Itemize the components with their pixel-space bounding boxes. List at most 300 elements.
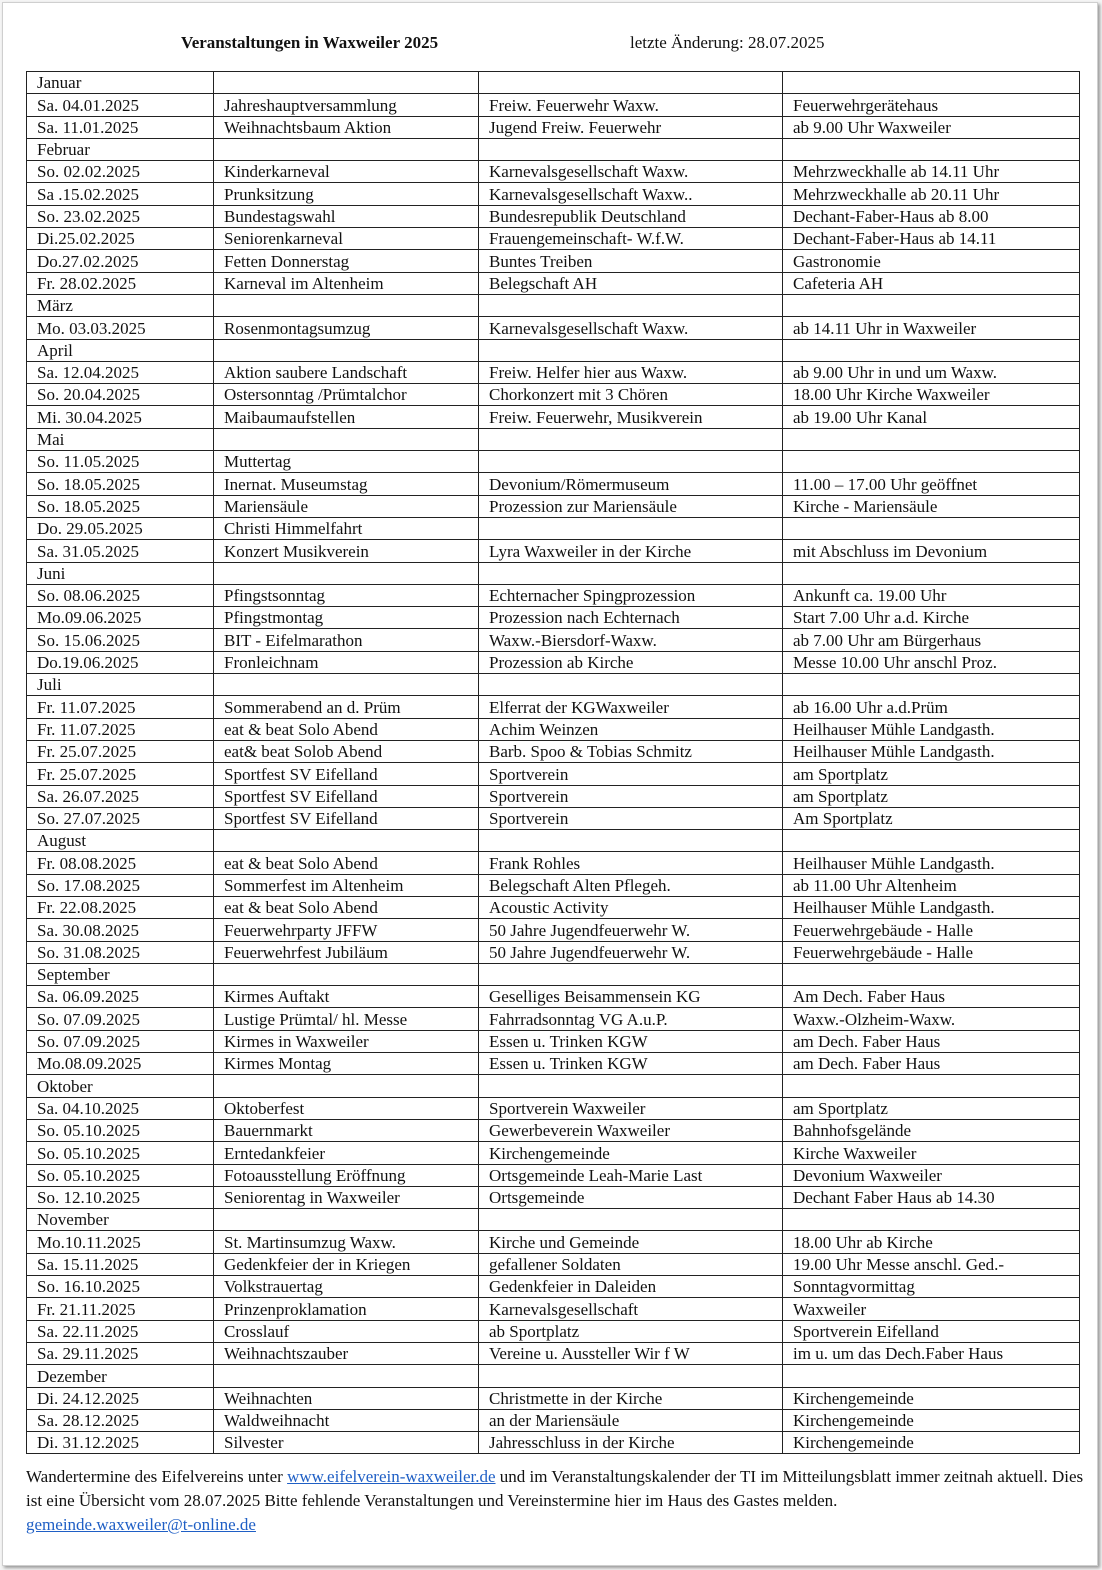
location-cell: 18.00 Uhr ab Kirche (783, 1231, 1080, 1253)
event-cell: St. Martinsumzug Waxw. (214, 1231, 479, 1253)
date-cell: Sa. 11.01.2025 (27, 116, 214, 138)
date-cell: Sa. 22.11.2025 (27, 1320, 214, 1342)
event-cell: Feuerwehrparty JFFW (214, 919, 479, 941)
organizer-cell: Echternacher Spingprozession (479, 584, 783, 606)
event-cell: Rosenmontagsumzug (214, 317, 479, 339)
event-row (27, 473, 1080, 495)
date-cell: So. 08.06.2025 (27, 584, 214, 606)
location-cell: am Sportplatz (783, 763, 1080, 785)
event-row (27, 874, 1080, 896)
date-cell: So. 07.09.2025 (27, 1030, 214, 1052)
event-row (27, 361, 1080, 383)
location-cell: ab 9.00 Uhr Waxweiler (783, 116, 1080, 138)
location-cell: 11.00 – 17.00 Uhr geöffnet (783, 473, 1080, 495)
month-label: September (27, 963, 214, 985)
organizer-cell: Sportverein (479, 763, 783, 785)
event-cell: eat & beat Solo Abend (214, 718, 479, 740)
location-cell (783, 451, 1080, 473)
month-label: Februar (27, 138, 214, 160)
organizer-cell: Devonium/Römermuseum (479, 473, 783, 495)
date-cell: So. 31.08.2025 (27, 941, 214, 963)
date-cell: Di. 24.12.2025 (27, 1387, 214, 1409)
month-row (27, 1075, 1080, 1097)
event-cell (214, 1075, 479, 1097)
organizer-cell (479, 294, 783, 316)
organizer-cell: Karnevalsgesellschaft Waxw. (479, 317, 783, 339)
location-cell: ab 11.00 Uhr Altenheim (783, 874, 1080, 896)
event-row (27, 540, 1080, 562)
organizer-cell: Bundesrepublik Deutschland (479, 205, 783, 227)
organizer-cell (479, 1209, 783, 1231)
date-cell: Fr. 08.08.2025 (27, 852, 214, 874)
location-cell: 18.00 Uhr Kirche Waxweiler (783, 384, 1080, 406)
event-cell: Fotoausstellung Eröffnung (214, 1164, 479, 1186)
event-row (27, 1164, 1080, 1186)
event-cell: Bundestagswahl (214, 205, 479, 227)
organizer-cell (479, 517, 783, 539)
event-cell: Kirmes Montag (214, 1053, 479, 1075)
date-cell: Fr. 21.11.2025 (27, 1298, 214, 1320)
date-cell: Sa. 04.01.2025 (27, 94, 214, 116)
date-cell: So. 11.05.2025 (27, 451, 214, 473)
event-cell: Oktoberfest (214, 1097, 479, 1119)
event-row (27, 183, 1080, 205)
event-row (27, 205, 1080, 227)
event-cell: Inernat. Museumstag (214, 473, 479, 495)
date-cell: Mo.08.09.2025 (27, 1053, 214, 1075)
event-cell: Lustige Prümtal/ hl. Messe (214, 1008, 479, 1030)
event-cell: Sportfest SV Eifelland (214, 785, 479, 807)
date-cell: So. 18.05.2025 (27, 495, 214, 517)
event-row (27, 161, 1080, 183)
date-cell: So. 05.10.2025 (27, 1164, 214, 1186)
organizer-cell: Prozession zur Mariensäule (479, 495, 783, 517)
organizer-cell: Freiw. Feuerwehr, Musikverein (479, 406, 783, 428)
event-cell: Weihnachtsbaum Aktion (214, 116, 479, 138)
location-cell: Am Dech. Faber Haus (783, 986, 1080, 1008)
event-row (27, 1432, 1080, 1454)
month-row (27, 428, 1080, 450)
location-cell: Sportverein Eifelland (783, 1320, 1080, 1342)
location-cell (783, 1209, 1080, 1231)
date-cell: Sa .15.02.2025 (27, 183, 214, 205)
date-cell: Sa. 31.05.2025 (27, 540, 214, 562)
location-cell (783, 517, 1080, 539)
event-cell (214, 1209, 479, 1231)
month-row (27, 1209, 1080, 1231)
email-link[interactable]: gemeinde.waxweiler@t-online.de (26, 1515, 256, 1534)
organizer-cell: 50 Jahre Jugendfeuerwehr W. (479, 919, 783, 941)
events-table (26, 71, 1080, 1454)
event-cell: Fetten Donnerstag (214, 250, 479, 272)
event-row (27, 228, 1080, 250)
event-row (27, 696, 1080, 718)
event-cell: Karneval im Altenheim (214, 272, 479, 294)
event-row (27, 1231, 1080, 1253)
event-row (27, 986, 1080, 1008)
organizer-cell (479, 1365, 783, 1387)
location-cell (783, 562, 1080, 584)
event-row (27, 807, 1080, 829)
event-cell: Muttertag (214, 451, 479, 473)
event-cell: Seniorenkarneval (214, 228, 479, 250)
event-row (27, 250, 1080, 272)
location-cell: mit Abschluss im Devonium (783, 540, 1080, 562)
event-row (27, 896, 1080, 918)
event-row (27, 1253, 1080, 1275)
date-cell: So. 17.08.2025 (27, 874, 214, 896)
event-cell: Weihnachten (214, 1387, 479, 1409)
location-cell: am Dech. Faber Haus (783, 1053, 1080, 1075)
organizer-cell: Gewerbeverein Waxweiler (479, 1119, 783, 1141)
organizer-cell: Ortsgemeinde (479, 1186, 783, 1208)
date-cell: Fr. 25.07.2025 (27, 763, 214, 785)
date-cell: Sa. 04.10.2025 (27, 1097, 214, 1119)
event-cell (214, 294, 479, 316)
page-title: Veranstaltungen in Waxweiler 2025 (181, 33, 439, 52)
event-cell: Kirmes in Waxweiler (214, 1030, 479, 1052)
organizer-cell: Kirchengemeinde (479, 1142, 783, 1164)
location-cell (783, 1075, 1080, 1097)
location-cell: Devonium Waxweiler (783, 1164, 1080, 1186)
organizer-cell (479, 428, 783, 450)
event-cell: Ostersonntag /Prümtalchor (214, 384, 479, 406)
organizer-cell: Frauengemeinschaft- W.f.W. (479, 228, 783, 250)
event-cell (214, 72, 479, 94)
organizer-cell: Waxw.-Biersdorf-Waxw. (479, 629, 783, 651)
date-cell: So. 12.10.2025 (27, 1186, 214, 1208)
date-cell: Fr. 22.08.2025 (27, 896, 214, 918)
organizer-cell: Frank Rohles (479, 852, 783, 874)
location-cell: Kirche Waxweiler (783, 1142, 1080, 1164)
month-row (27, 674, 1080, 696)
location-cell: Feuerwehrgebäude - Halle (783, 919, 1080, 941)
organizer-cell: Freiw. Helfer hier aus Waxw. (479, 361, 783, 383)
event-cell: Aktion saubere Landschaft (214, 361, 479, 383)
date-cell: So. 05.10.2025 (27, 1142, 214, 1164)
event-row (27, 1409, 1080, 1431)
date-cell: Sa. 06.09.2025 (27, 986, 214, 1008)
event-row (27, 406, 1080, 428)
date-cell: Fr. 11.07.2025 (27, 696, 214, 718)
month-row (27, 294, 1080, 316)
date-cell: Fr. 25.07.2025 (27, 740, 214, 762)
event-row (27, 763, 1080, 785)
organizer-cell: Fahrradsonntag VG A.u.P. (479, 1008, 783, 1030)
organizer-cell: Karnevalsgesellschaft (479, 1298, 783, 1320)
location-cell: Kirchengemeinde (783, 1432, 1080, 1454)
organizer-cell: Sportverein Waxweiler (479, 1097, 783, 1119)
event-cell (214, 1365, 479, 1387)
organizer-cell: Gedenkfeier in Daleiden (479, 1276, 783, 1298)
event-cell: Pfingstsonntag (214, 584, 479, 606)
location-cell: Cafeteria AH (783, 272, 1080, 294)
date-cell: Fr. 11.07.2025 (27, 718, 214, 740)
event-row (27, 384, 1080, 406)
date-cell: Sa. 15.11.2025 (27, 1253, 214, 1275)
event-cell: Prunksitzung (214, 183, 479, 205)
event-cell: Sportfest SV Eifelland (214, 807, 479, 829)
event-cell: Gedenkfeier der in Kriegen (214, 1253, 479, 1275)
month-row (27, 963, 1080, 985)
month-label: August (27, 830, 214, 852)
organizer-cell: Prozession nach Echternach (479, 607, 783, 629)
event-cell: Crosslauf (214, 1320, 479, 1342)
location-cell: ab 16.00 Uhr a.d.Prüm (783, 696, 1080, 718)
organizer-cell: Geselliges Beisammensein KG (479, 986, 783, 1008)
document-page (2, 2, 1098, 1566)
date-cell: Sa. 28.12.2025 (27, 1409, 214, 1431)
event-row (27, 1142, 1080, 1164)
organizer-cell: ab Sportplatz (479, 1320, 783, 1342)
organizer-cell (479, 674, 783, 696)
month-row (27, 72, 1080, 94)
event-cell: Sommerfest im Altenheim (214, 874, 479, 896)
event-row (27, 785, 1080, 807)
event-row (27, 740, 1080, 762)
event-cell (214, 963, 479, 985)
month-label: Oktober (27, 1075, 214, 1097)
month-row (27, 830, 1080, 852)
event-cell (214, 428, 479, 450)
location-cell: Kirchengemeinde (783, 1409, 1080, 1431)
organizer-cell: Buntes Treiben (479, 250, 783, 272)
organizer-cell: gefallener Soldaten (479, 1253, 783, 1275)
event-cell: Volkstrauertag (214, 1276, 479, 1298)
event-cell: Kirmes Auftakt (214, 986, 479, 1008)
event-row (27, 94, 1080, 116)
date-cell: Fr. 28.02.2025 (27, 272, 214, 294)
month-label: April (27, 339, 214, 361)
organizer-cell: Ortsgemeinde Leah-Marie Last (479, 1164, 783, 1186)
month-label: Juli (27, 674, 214, 696)
event-cell: eat& beat Solob Abend (214, 740, 479, 762)
event-cell: Bauernmarkt (214, 1119, 479, 1141)
month-row (27, 562, 1080, 584)
event-row (27, 607, 1080, 629)
event-row (27, 1008, 1080, 1030)
location-cell: Kirchengemeinde (783, 1387, 1080, 1409)
event-row (27, 1119, 1080, 1141)
date-cell: So. 02.02.2025 (27, 161, 214, 183)
organizer-cell: Jugend Freiw. Feuerwehr (479, 116, 783, 138)
location-cell (783, 294, 1080, 316)
organizer-cell: an der Mariensäule (479, 1409, 783, 1431)
organizer-cell: 50 Jahre Jugendfeuerwehr W. (479, 941, 783, 963)
event-row (27, 272, 1080, 294)
event-cell (214, 562, 479, 584)
date-cell: Sa. 29.11.2025 (27, 1342, 214, 1364)
month-label: März (27, 294, 214, 316)
date-cell: So. 05.10.2025 (27, 1119, 214, 1141)
event-cell: Konzert Musikverein (214, 540, 479, 562)
location-cell: ab 7.00 Uhr am Bürgerhaus (783, 629, 1080, 651)
organizer-cell: Karnevalsgesellschaft Waxw. (479, 161, 783, 183)
month-row (27, 1365, 1080, 1387)
organizer-cell: Kirche und Gemeinde (479, 1231, 783, 1253)
location-cell (783, 339, 1080, 361)
organizer-cell: Elferrat der KGWaxweiler (479, 696, 783, 718)
footer-text-end: und im Veranstaltungskalender der TI im Mitteilungsblatt immer zeitnah aktuell. Dies ist eine Übersicht vom 28.07.2025 Bitte fehlende Veranstaltungen und Vereinstermine hier im Haus des Gastes melden. (26, 1467, 1084, 1510)
organizer-cell (479, 339, 783, 361)
event-row (27, 651, 1080, 673)
month-label: Mai (27, 428, 214, 450)
date-cell: So. 15.06.2025 (27, 629, 214, 651)
organizer-cell (479, 138, 783, 160)
date-cell: Do.27.02.2025 (27, 250, 214, 272)
event-cell (214, 138, 479, 160)
location-cell: ab 9.00 Uhr in und um Waxw. (783, 361, 1080, 383)
organizer-cell: Karnevalsgesellschaft Waxw.. (479, 183, 783, 205)
organizer-cell: Freiw. Feuerwehr Waxw. (479, 94, 783, 116)
location-cell (783, 138, 1080, 160)
location-cell: Mehrzweckhalle ab 14.11 Uhr (783, 161, 1080, 183)
location-cell: Heilhauser Mühle Landgasth. (783, 896, 1080, 918)
month-row (27, 339, 1080, 361)
event-cell: Pfingstmontag (214, 607, 479, 629)
organizer-cell (479, 1075, 783, 1097)
event-cell (214, 339, 479, 361)
event-row (27, 1030, 1080, 1052)
event-row (27, 517, 1080, 539)
organizer-cell: Belegschaft Alten Pflegeh. (479, 874, 783, 896)
location-cell: im u. um das Dech.Faber Haus (783, 1342, 1080, 1364)
location-cell (783, 1365, 1080, 1387)
event-cell: Mariensäule (214, 495, 479, 517)
organizer-cell (479, 562, 783, 584)
event-cell: Erntedankfeier (214, 1142, 479, 1164)
date-cell: Di.25.02.2025 (27, 228, 214, 250)
date-cell: So. 18.05.2025 (27, 473, 214, 495)
organizer-cell: Barb. Spoo & Tobias Schmitz (479, 740, 783, 762)
organizer-cell: Vereine u. Aussteller Wir f W (479, 1342, 783, 1364)
location-cell: am Dech. Faber Haus (783, 1030, 1080, 1052)
event-cell (214, 674, 479, 696)
date-cell: Do. 29.05.2025 (27, 517, 214, 539)
event-row (27, 919, 1080, 941)
date-cell: So. 16.10.2025 (27, 1276, 214, 1298)
event-cell: Kinderkarneval (214, 161, 479, 183)
location-cell: Feuerwehrgebäude - Halle (783, 941, 1080, 963)
event-cell: Jahreshauptversammlung (214, 94, 479, 116)
month-label: Januar (27, 72, 214, 94)
date-cell: Mo.10.11.2025 (27, 1231, 214, 1253)
event-cell: eat & beat Solo Abend (214, 852, 479, 874)
location-cell: Gastronomie (783, 250, 1080, 272)
date-cell: Mi. 30.04.2025 (27, 406, 214, 428)
date-cell: Di. 31.12.2025 (27, 1432, 214, 1454)
event-row (27, 584, 1080, 606)
event-row (27, 718, 1080, 740)
organizer-cell (479, 451, 783, 473)
event-row (27, 495, 1080, 517)
organizer-cell: Prozession ab Kirche (479, 651, 783, 673)
event-cell: Christi Himmelfahrt (214, 517, 479, 539)
organizer-cell: Jahresschluss in der Kirche (479, 1432, 783, 1454)
event-row (27, 1097, 1080, 1119)
location-cell (783, 830, 1080, 852)
organizer-cell (479, 72, 783, 94)
location-cell: Bahnhofsgelände (783, 1119, 1080, 1141)
location-cell (783, 428, 1080, 450)
location-cell: Mehrzweckhalle ab 20.11 Uhr (783, 183, 1080, 205)
location-cell: Messe 10.00 Uhr anschl Proz. (783, 651, 1080, 673)
organizer-cell: Christmette in der Kirche (479, 1387, 783, 1409)
date-cell: So. 27.07.2025 (27, 807, 214, 829)
location-cell: Waxw.-Olzheim-Waxw. (783, 1008, 1080, 1030)
location-cell: Dechant Faber Haus ab 14.30 (783, 1186, 1080, 1208)
event-row (27, 852, 1080, 874)
organizer-cell (479, 963, 783, 985)
month-label: November (27, 1209, 214, 1231)
footer-note (26, 1465, 1094, 1537)
organizer-cell: Sportverein (479, 807, 783, 829)
event-row (27, 941, 1080, 963)
location-cell: Heilhauser Mühle Landgasth. (783, 718, 1080, 740)
date-cell: Do.19.06.2025 (27, 651, 214, 673)
eifelverein-link[interactable]: www.eifelverein-waxweiler.de (287, 1467, 496, 1486)
date-cell: Mo.09.06.2025 (27, 607, 214, 629)
event-cell: Fronleichnam (214, 651, 479, 673)
event-row (27, 1276, 1080, 1298)
location-cell: Heilhauser Mühle Landgasth. (783, 852, 1080, 874)
date-cell: So. 20.04.2025 (27, 384, 214, 406)
event-cell: Sportfest SV Eifelland (214, 763, 479, 785)
event-cell (214, 830, 479, 852)
event-cell: Silvester (214, 1432, 479, 1454)
event-row (27, 317, 1080, 339)
event-row (27, 1320, 1080, 1342)
location-cell: Heilhauser Mühle Landgasth. (783, 740, 1080, 762)
month-row (27, 138, 1080, 160)
event-row (27, 1387, 1080, 1409)
event-cell: Seniorentag in Waxweiler (214, 1186, 479, 1208)
event-cell: Waldweihnacht (214, 1409, 479, 1431)
event-cell: eat & beat Solo Abend (214, 896, 479, 918)
location-cell: Sonntagvormittag (783, 1276, 1080, 1298)
event-cell: Weihnachtszauber (214, 1342, 479, 1364)
organizer-cell: Achim Weinzen (479, 718, 783, 740)
organizer-cell: Lyra Waxweiler in der Kirche (479, 540, 783, 562)
event-row (27, 629, 1080, 651)
event-cell: Sommerabend an d. Prüm (214, 696, 479, 718)
date-cell: So. 23.02.2025 (27, 205, 214, 227)
event-cell: Maibaumaufstellen (214, 406, 479, 428)
date-cell: Sa. 30.08.2025 (27, 919, 214, 941)
location-cell (783, 674, 1080, 696)
organizer-cell (479, 830, 783, 852)
organizer-cell: Acoustic Activity (479, 896, 783, 918)
location-cell (783, 72, 1080, 94)
date-cell: Mo. 03.03.2025 (27, 317, 214, 339)
organizer-cell: Chorkonzert mit 3 Chören (479, 384, 783, 406)
location-cell: 19.00 Uhr Messe anschl. Ged.- (783, 1253, 1080, 1275)
organizer-cell: Sportverein (479, 785, 783, 807)
month-label: Juni (27, 562, 214, 584)
location-cell: Waxweiler (783, 1298, 1080, 1320)
location-cell: Am Sportplatz (783, 807, 1080, 829)
location-cell: Start 7.00 Uhr a.d. Kirche (783, 607, 1080, 629)
location-cell: Ankunft ca. 19.00 Uhr (783, 584, 1080, 606)
organizer-cell: Belegschaft AH (479, 272, 783, 294)
location-cell: Feuerwehrgerätehaus (783, 94, 1080, 116)
organizer-cell: Essen u. Trinken KGW (479, 1053, 783, 1075)
event-row (27, 116, 1080, 138)
location-cell: Kirche - Mariensäule (783, 495, 1080, 517)
location-cell: ab 14.11 Uhr in Waxweiler (783, 317, 1080, 339)
footer-text-start: Wandertermine des Eifelvereins unter (26, 1467, 288, 1486)
location-cell: am Sportplatz (783, 1097, 1080, 1119)
